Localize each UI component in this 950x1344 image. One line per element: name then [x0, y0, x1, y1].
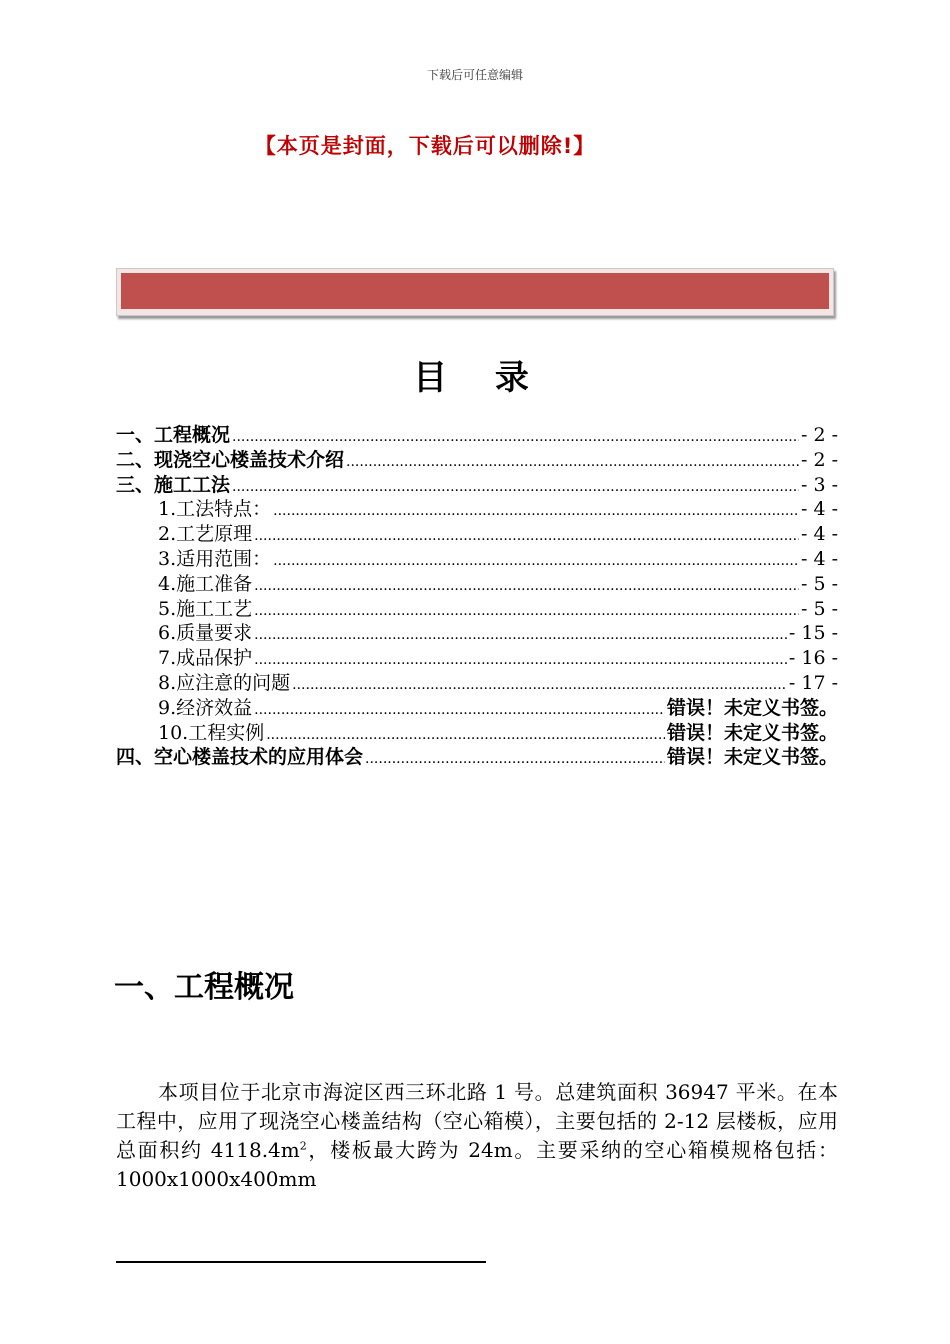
toc-leader-dots	[292, 673, 787, 696]
toc-entry-page: 错误！未定义书签。	[666, 721, 838, 744]
toc-entry[interactable]	[116, 721, 838, 746]
cover-notice: 【本页是封面，下载后可以删除!】	[254, 134, 596, 158]
toc-entry-page: - 4 -	[800, 498, 838, 521]
toc-entry-label: 10.工程实例	[158, 721, 265, 744]
toc-leader-dots	[232, 425, 799, 448]
toc-entry-label: 二、现浇空心楼盖技术介绍	[116, 448, 345, 471]
toc-entry[interactable]	[116, 745, 838, 770]
decorative-banner-fill	[121, 273, 829, 309]
toc-leader-dots	[254, 524, 799, 547]
toc-entry-label: 2.工艺原理	[158, 523, 253, 546]
superscript: 2	[299, 1139, 307, 1153]
toc-leader-dots	[273, 499, 799, 522]
toc-entry-page: - 4 -	[800, 523, 838, 546]
toc-entry-label: 3.适用范围：	[158, 547, 272, 570]
toc-entry-label: 6.质量要求	[158, 622, 253, 645]
toc-entry[interactable]	[116, 696, 838, 721]
toc-entry-page: - 3 -	[800, 473, 838, 496]
toc-entry-label: 4.施工准备	[158, 572, 253, 595]
toc-leader-dots	[254, 648, 787, 671]
toc-entry-label: 一、工程概况	[116, 424, 231, 446]
toc-entry[interactable]	[116, 473, 838, 498]
toc-entry-label: 9.经济效益	[158, 696, 253, 719]
toc-entry-label: 1.工法特点：	[158, 498, 272, 521]
toc-leader-dots	[254, 574, 799, 597]
toc-entry-label: 三、施工工法	[116, 473, 231, 496]
header-note: 下载后可任意编辑	[426, 68, 523, 82]
toc-entry-page: - 5 -	[800, 572, 838, 595]
toc-entry[interactable]	[116, 423, 838, 448]
paragraph-text: ，楼板最大跨为 24m。主要采纳的空心箱模规格包括：1000x1000x400mm	[116, 1138, 838, 1191]
toc-entry-page: 错误！未定义书签。	[666, 746, 838, 769]
toc-entry-page: - 15 -	[788, 622, 838, 645]
toc-entry-page: - 2 -	[800, 424, 838, 446]
toc-entry-label: 7.成品保护	[158, 647, 253, 670]
toc-leader-dots	[232, 475, 799, 498]
toc-leader-dots	[365, 747, 665, 770]
toc-entry[interactable]	[116, 621, 838, 646]
toc-entry-page: - 4 -	[800, 547, 838, 570]
toc-leader-dots	[346, 450, 799, 473]
toc-entry[interactable]	[116, 547, 838, 572]
decorative-banner	[116, 268, 834, 316]
toc-entry[interactable]	[116, 572, 838, 597]
paragraph-text: 本项目位于北京市海淀区西三环北路 1 号。总建筑面积 36947 平米。在本工程中，应用了现浇空心楼盖结构（空心箱模），主要包括的 2-12 层楼板，应用总面积约 4118.4m	[116, 1080, 838, 1162]
toc-entry-label: 四、空心楼盖技术的应用体会	[116, 746, 364, 769]
footnote-separator	[116, 1261, 486, 1263]
toc-entry-page: - 2 -	[800, 448, 838, 471]
toc-entry-label: 5.施工工艺	[158, 597, 253, 620]
toc-entry-page: 错误！未定义书签。	[666, 696, 838, 719]
toc-entry[interactable]	[116, 448, 838, 473]
toc-entry-page: - 17 -	[788, 671, 838, 694]
toc-entry[interactable]	[116, 522, 838, 547]
body-paragraph	[116, 1078, 838, 1194]
toc-title: 目 录	[413, 358, 547, 398]
section-heading: 一、工程概况	[114, 970, 294, 1005]
toc-entry-page: - 16 -	[788, 647, 838, 670]
toc-leader-dots	[273, 549, 799, 572]
toc-leader-dots	[254, 623, 787, 646]
toc-leader-dots	[254, 698, 665, 721]
toc-leader-dots	[254, 599, 799, 622]
toc-entry[interactable]	[116, 646, 838, 671]
toc-entry-page: - 5 -	[800, 597, 838, 620]
toc-entry[interactable]	[116, 671, 838, 696]
toc-entry[interactable]	[116, 497, 838, 522]
table-of-contents	[116, 423, 838, 770]
toc-leader-dots	[266, 723, 665, 746]
toc-entry-label: 8.应注意的问题	[158, 671, 291, 694]
toc-entry[interactable]	[116, 597, 838, 622]
